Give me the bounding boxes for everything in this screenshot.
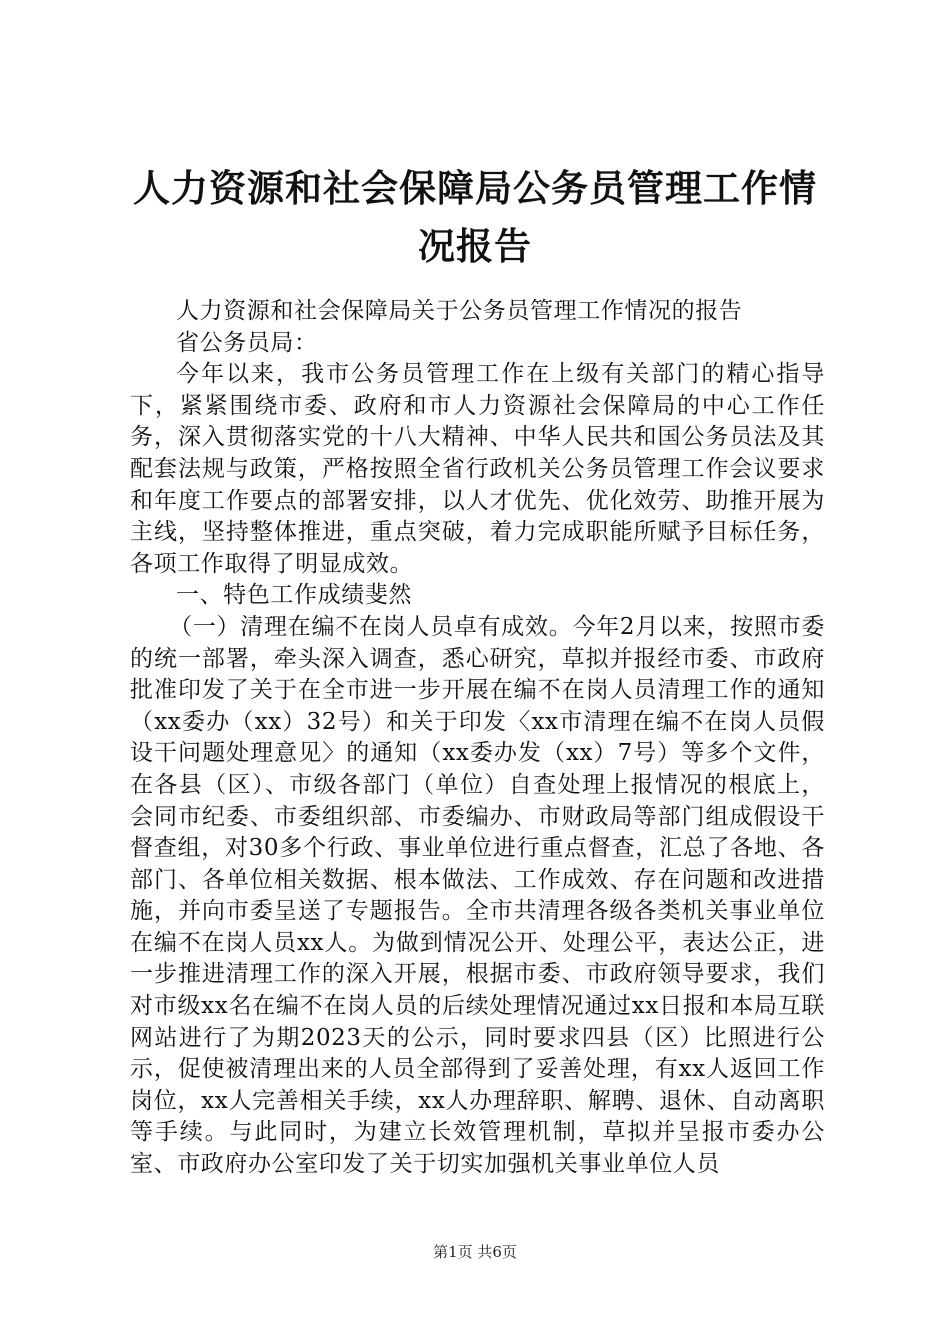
report-subtitle-paragraph: 人力资源和社会保障局关于公务员管理工作情况的报告 (176, 298, 743, 324)
document-title: 人力资源和社会保障局公务员管理工作情况报告 (133, 167, 817, 268)
section-heading: 一、特色工作成绩斐然 (176, 582, 412, 609)
section-paragraph: （一）清理在编不在岗人员卓有成效。今年2月以来，按照市委的统一部署，牵头深入调查，悉心研究，草拟并报经市委、市政府批准印发了关于在全市进一步开展在编不在岗人员清理工作的通知（xx委办（xx）32号）和关于印发〈xx市清理在编不在岗人员假设干问题处理意见〉的通知（xx委办发（xx）7号）等多个文件，在各县（区）、市级各部门（单位）自查处理上报情况的根底上，会同市纪委、市委组织部、市委编办、市财政局等部门组成假设干督查组，对30多个行政、事业单位进行重点督查，汇总了各地、各部门、各单位相关数据、根本做法、工作成效、存在问题和改进措施，并向市委呈送了专题报告。全市共清理各级各类机关事业单位在编不在岗人员xx人。为做到情况公开、处理公平，表达公正，进一步推进清理工作的深入开展，根据市委、市政府领导要求，我们对市级xx名在编不在岗人员的后续处理情况通过xx日报和本局互联网站进行了为期2023天的公示，同时要求四县（区）比照进行公示，促使被清理出来的人员全部得到了妥善处理，有xx人返回工作岗位，xx人完善相关手续，xx人办理辞职、解聘、退休、自动离职等手续。与此同时，为建立长效管理机制，草拟并呈报市委办公室、市政府办公室印发了关于切实加强机关事业单位人员 (130, 613, 825, 1178)
salutation-paragraph: 省公务员局： (176, 329, 318, 356)
intro-paragraph: 今年以来，我市公务员管理工作在上级有关部门的精心指导下，紧紧围绕市委、政府和市人力资源社会保障局的中心工作任务，深入贯彻落实党的十八大精神、中华人民共和国公务员法及其配套法规与政策，严格按照全省行政机关公务员管理工作会议要求和年度工作要点的部署安排，以人才优先、优化效劳、助推开展为主线，坚持整体推进，重点突破，着力完成职能所赋予目标任务，各项工作取得了明显成效。 (130, 361, 825, 577)
document-body (130, 296, 825, 1181)
page-number-footer: 第1页 共6页 (433, 1243, 517, 1261)
